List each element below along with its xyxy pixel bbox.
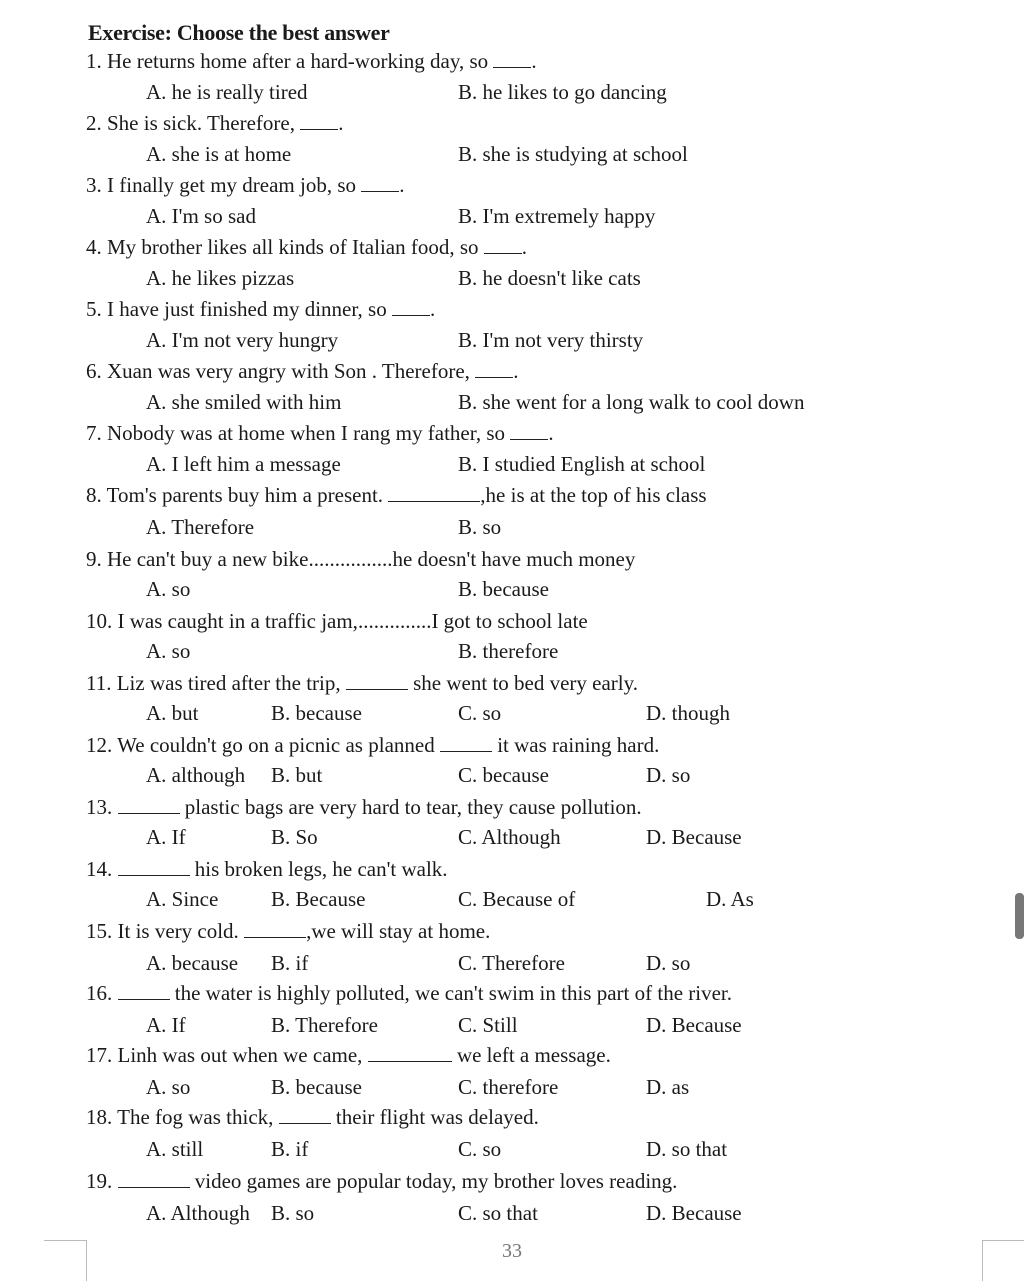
question-text: 17. Linh was out when we came, bbox=[86, 1043, 363, 1067]
question-text: 4. My brother likes all kinds of Italian food, so bbox=[86, 235, 479, 259]
option-a[interactable]: A. she is at home bbox=[146, 142, 292, 166]
option-b[interactable]: B. she is studying at school bbox=[458, 142, 688, 166]
question-11 bbox=[86, 668, 986, 698]
question-text: 16. bbox=[86, 981, 113, 1005]
page-corner-mark-right bbox=[982, 1240, 1024, 1281]
page-number: 33 bbox=[502, 1240, 522, 1262]
question-2 bbox=[86, 108, 986, 138]
option-b[interactable]: B. Because bbox=[271, 887, 366, 911]
option-b[interactable]: B. because bbox=[271, 701, 362, 725]
question-text: 19. bbox=[86, 1169, 113, 1193]
option-b[interactable]: B. if bbox=[271, 951, 309, 975]
question-4 bbox=[86, 232, 986, 262]
option-a[interactable]: A. I'm not very hungry bbox=[146, 328, 339, 352]
question-6 bbox=[86, 356, 986, 386]
question-text-end: . bbox=[531, 49, 537, 73]
question-text: 10. I was caught in a traffic jam, bbox=[86, 609, 358, 633]
option-a[interactable]: A. but bbox=[146, 701, 199, 725]
options-row bbox=[0, 1134, 1024, 1164]
option-d[interactable]: D. so bbox=[646, 951, 691, 975]
question-text: 15. It is very cold. bbox=[86, 919, 239, 943]
question-text: 8. Tom's parents buy him a present. bbox=[86, 483, 384, 507]
options-row bbox=[0, 1010, 1024, 1040]
answer-blank bbox=[118, 795, 180, 814]
answer-blank bbox=[346, 671, 408, 690]
option-c[interactable]: C. so bbox=[458, 1137, 502, 1161]
question-text-end: it was raining hard. bbox=[497, 733, 660, 757]
options-row bbox=[0, 884, 1024, 914]
option-c[interactable]: C. Still bbox=[458, 1013, 518, 1037]
options-row bbox=[0, 1072, 1024, 1102]
question-13 bbox=[86, 792, 986, 822]
question-text: 2. She is sick. Therefore, bbox=[86, 111, 295, 135]
options-row bbox=[0, 139, 1024, 169]
option-a[interactable]: A. If bbox=[146, 1013, 186, 1037]
option-d[interactable]: D. as bbox=[646, 1075, 690, 1099]
question-text: 6. Xuan was very angry with Son . Therefore, bbox=[86, 359, 470, 383]
option-d[interactable]: D. Because bbox=[646, 1201, 742, 1225]
option-d[interactable]: D. so that bbox=[646, 1137, 728, 1161]
option-a[interactable]: A. Therefore bbox=[146, 515, 255, 539]
option-b[interactable]: B. because bbox=[458, 577, 549, 601]
option-a[interactable]: A. he is really tired bbox=[146, 80, 308, 104]
question-text-end: . bbox=[338, 111, 344, 135]
option-a[interactable]: A. so bbox=[146, 639, 191, 663]
options-row bbox=[0, 387, 1024, 417]
option-b[interactable]: B. she went for a long walk to cool down bbox=[458, 390, 805, 414]
option-c[interactable]: C. Therefore bbox=[458, 951, 565, 975]
answer-blank bbox=[118, 1169, 190, 1188]
question-text-end: she went to bed very early. bbox=[413, 671, 639, 695]
answer-blank bbox=[493, 49, 531, 68]
option-d[interactable]: D. Because bbox=[646, 1013, 742, 1037]
options-row bbox=[0, 77, 1024, 107]
question-8 bbox=[86, 480, 986, 510]
option-b[interactable]: B. I'm not very thirsty bbox=[458, 328, 644, 352]
option-d[interactable]: D. so bbox=[646, 763, 691, 787]
option-a[interactable]: A. Since bbox=[146, 887, 219, 911]
question-18 bbox=[86, 1102, 986, 1132]
options-row bbox=[0, 760, 1024, 790]
question-3 bbox=[86, 170, 986, 200]
scrollbar-thumb[interactable] bbox=[1015, 893, 1024, 939]
question-text-end: . bbox=[429, 297, 436, 321]
option-a[interactable]: A. so bbox=[146, 1075, 191, 1099]
question-text-end: ,he is at the top of his class bbox=[480, 483, 707, 507]
question-text: 1. He returns home after a hard-working day, so bbox=[86, 49, 489, 73]
answer-dots: ................ bbox=[308, 547, 393, 571]
answer-blank bbox=[361, 173, 399, 192]
options-row bbox=[0, 822, 1024, 852]
answer-blank bbox=[484, 235, 522, 254]
question-5 bbox=[86, 294, 986, 324]
option-b[interactable]: B. So bbox=[271, 825, 318, 849]
question-text: 12. We couldn't go on a picnic as planned bbox=[86, 733, 435, 757]
options-row bbox=[0, 263, 1024, 293]
question-text: 11. Liz was tired after the trip, bbox=[86, 671, 341, 695]
question-16 bbox=[86, 978, 986, 1008]
options-row bbox=[0, 201, 1024, 231]
option-b[interactable]: B. because bbox=[271, 1075, 362, 1099]
question-9 bbox=[86, 544, 986, 574]
option-d[interactable]: D. though bbox=[646, 701, 730, 725]
question-text: 3. I finally get my dream job, so bbox=[86, 173, 357, 197]
answer-blank bbox=[244, 919, 306, 938]
question-text-end: . bbox=[513, 359, 519, 383]
question-1 bbox=[86, 46, 986, 76]
question-text-end: their flight was delayed. bbox=[335, 1105, 539, 1129]
question-text: 18. The fog was thick, bbox=[86, 1105, 274, 1129]
option-a[interactable]: A. I'm so sad bbox=[146, 204, 256, 228]
option-c[interactable]: C. so that bbox=[458, 1201, 538, 1225]
answer-blank bbox=[510, 421, 548, 440]
answer-blank bbox=[300, 111, 338, 130]
option-b[interactable]: B. therefore bbox=[458, 639, 559, 663]
option-c[interactable]: C. so bbox=[458, 701, 502, 725]
option-a[interactable]: A. although bbox=[146, 763, 246, 787]
question-text: 13. bbox=[86, 795, 113, 819]
question-text-end: ,we will stay at home. bbox=[306, 919, 491, 943]
question-10 bbox=[86, 606, 986, 636]
option-b[interactable]: B. so bbox=[458, 515, 502, 539]
question-text-end: I got to school late bbox=[431, 609, 588, 633]
question-15 bbox=[86, 916, 986, 946]
option-d[interactable]: D. Because bbox=[646, 825, 742, 849]
option-a[interactable]: A. because bbox=[146, 951, 239, 975]
question-text-end: his broken legs, he can't walk. bbox=[194, 857, 448, 881]
question-text-end: plastic bags are very hard to tear, they cause pollution. bbox=[184, 795, 642, 819]
question-text: 5. I have just finished my dinner, so bbox=[86, 297, 387, 321]
option-b[interactable]: B. I'm extremely happy bbox=[458, 204, 656, 228]
question-text: 9. He can't buy a new bike bbox=[86, 547, 309, 571]
options-row bbox=[0, 636, 1024, 666]
options-row bbox=[0, 698, 1024, 728]
question-text-end: he doesn't have much money bbox=[392, 547, 636, 571]
option-a[interactable]: A. Although bbox=[146, 1201, 250, 1225]
options-row bbox=[0, 948, 1024, 978]
option-c[interactable]: C. Although bbox=[458, 825, 561, 849]
option-c[interactable]: C. Because of bbox=[458, 887, 576, 911]
question-12 bbox=[86, 730, 986, 760]
question-text: 14. bbox=[86, 857, 113, 881]
question-7 bbox=[86, 418, 986, 448]
option-a[interactable]: A. I left him a message bbox=[146, 452, 341, 476]
options-row bbox=[0, 325, 1024, 355]
question-text-end: we left a message. bbox=[456, 1043, 611, 1067]
option-a[interactable]: A. he likes pizzas bbox=[146, 266, 295, 290]
option-b[interactable]: B. I studied English at school bbox=[458, 452, 706, 476]
option-a[interactable]: A. she smiled with him bbox=[146, 390, 342, 414]
answer-blank bbox=[368, 1043, 452, 1062]
option-c[interactable]: C. therefore bbox=[458, 1075, 559, 1099]
option-b[interactable]: B. Therefore bbox=[271, 1013, 378, 1037]
question-text: 7. Nobody was at home when I rang my father, so bbox=[86, 421, 506, 445]
answer-blank bbox=[388, 483, 480, 502]
page-title: Exercise: Choose the best answer bbox=[88, 20, 390, 45]
option-a[interactable]: A. still bbox=[146, 1137, 204, 1161]
answer-blank bbox=[118, 857, 190, 876]
question-text-end: . bbox=[548, 421, 554, 445]
option-d[interactable]: D. As bbox=[706, 887, 754, 911]
option-c[interactable]: C. because bbox=[458, 763, 549, 787]
option-a[interactable]: A. so bbox=[146, 577, 191, 601]
question-text-end: . bbox=[399, 173, 405, 197]
options-row bbox=[0, 449, 1024, 479]
option-b[interactable]: B. he doesn't like cats bbox=[458, 266, 641, 290]
option-b[interactable]: B. but bbox=[271, 763, 323, 787]
answer-blank bbox=[118, 981, 170, 1000]
question-14 bbox=[86, 854, 986, 884]
question-text-end: . bbox=[521, 235, 528, 259]
answer-blank bbox=[440, 733, 492, 752]
options-row bbox=[0, 574, 1024, 604]
option-b[interactable]: B. so bbox=[271, 1201, 315, 1225]
option-b[interactable]: B. if bbox=[271, 1137, 309, 1161]
answer-dots: .............. bbox=[357, 609, 432, 633]
answer-blank bbox=[392, 297, 430, 316]
question-19 bbox=[86, 1166, 986, 1196]
question-text-end: video games are popular today, my brother loves reading. bbox=[194, 1169, 678, 1193]
question-text-end: the water is highly polluted, we can't swim in this part of the river. bbox=[174, 981, 732, 1005]
answer-blank bbox=[475, 359, 513, 378]
answer-blank bbox=[279, 1105, 331, 1124]
option-b[interactable]: B. he likes to go dancing bbox=[458, 80, 667, 104]
option-a[interactable]: A. If bbox=[146, 825, 186, 849]
options-row bbox=[0, 512, 1024, 542]
options-row bbox=[0, 1198, 1024, 1228]
question-17 bbox=[86, 1040, 986, 1070]
